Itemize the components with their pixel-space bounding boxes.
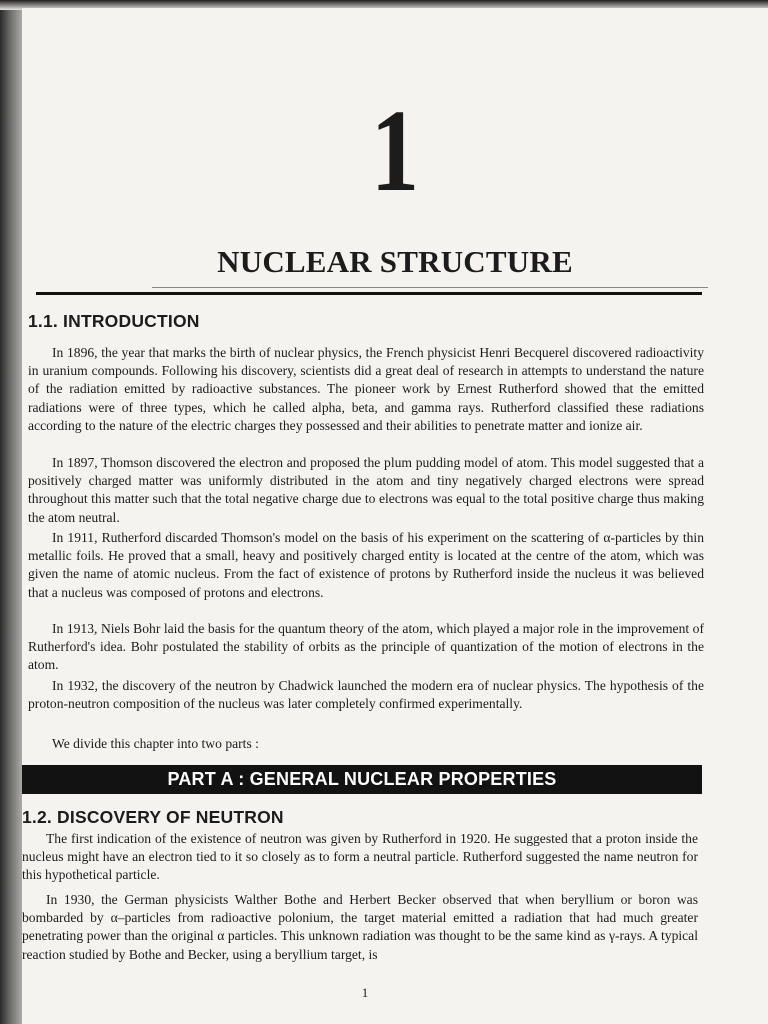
chapter-number: 1 (370, 85, 420, 216)
intro-paragraph-5: In 1932, the discovery of the neutron by Chadwick launched the modern era of nuclear physics. The hypothesis of the proton-neutron composition of the nucleus was later completely confirmed experimentally. (28, 678, 704, 712)
intro-paragraph-2: In 1897, Thomson discovered the electron and proposed the plum pudding model of atom. This model suggested that a positively charged matter was uniformly distributed in the atom and tiny negatively charged electrons were spread throughout this matter such that the total negative charge due to electrons was equal to the total positive charge thus making the atom neutral. (28, 455, 704, 525)
intro-paragraph-3: In 1911, Rutherford discarded Thomson's model on the basis of his experiment on the scattering of α-particles by thin metallic foils. He proved that a small, heavy and positively charged entity is located at the centre of the atom, which was given the name of atomic nucleus. From the fact of existence of protons by Rutherford inside the nucleus it was believed that a nucleus was composed of protons and electrons. (28, 530, 704, 600)
part-a-banner: PART A : GENERAL NUCLEAR PROPERTIES (22, 765, 702, 794)
title-rule-thick (36, 292, 702, 295)
section-heading-neutron: 1.2. DISCOVERY OF NEUTRON (22, 807, 284, 827)
chapter-title: NUCLEAR STRUCTURE (217, 244, 573, 279)
section-heading-introduction: 1.1. INTRODUCTION (28, 311, 200, 331)
intro-paragraph-4: In 1913, Niels Bohr laid the basis for the quantum theory of the atom, which played a major role in the improvement of Rutherford's idea. Bohr postulated the stability of orbits as the principle of quantization of the motion of electrons in the atom. (28, 621, 704, 673)
title-rule-thin (152, 287, 708, 288)
intro-paragraph-6: We divide this chapter into two parts : (52, 736, 259, 751)
intro-paragraph-1: In 1896, the year that marks the birth of nuclear physics, the French physicist Henri Becquerel discovered radioactivity in uranium compounds. Following his discovery, scientists did a great deal of research in attempts to understand the nature of the radiation emitted by radioactive substances. The pioneer work by Ernest Rutherford showed that the emitted radiations were of three types, which he called alpha, beta, and gamma rays. Rutherford classified these radiations according to the nature of the electric charges they possessed and their abilities to penetrate matter and ionize air. (28, 345, 704, 433)
book-page (22, 8, 768, 1024)
page-number: 1 (361, 985, 369, 1000)
neutron-paragraph-1: The first indication of the existence of neutron was given by Rutherford in 1920. He suggested that a proton inside the nucleus might have an electron tied to it so closely as to form a neutral particle. Rutherford suggested the name neutron for this hypothetical particle. (22, 831, 698, 883)
neutron-paragraph-2: In 1930, the German physicists Walther Bothe and Herbert Becker observed that when beryllium or boron was bombarded by α–particles from radioactive polonium, the target material emitted a radiation that had much greater penetrating power than the original α particles. This unknown radiation was thought to be the same kind as γ-rays. A typical reaction studied by Bothe and Becker, using a beryllium target, is (22, 892, 698, 962)
